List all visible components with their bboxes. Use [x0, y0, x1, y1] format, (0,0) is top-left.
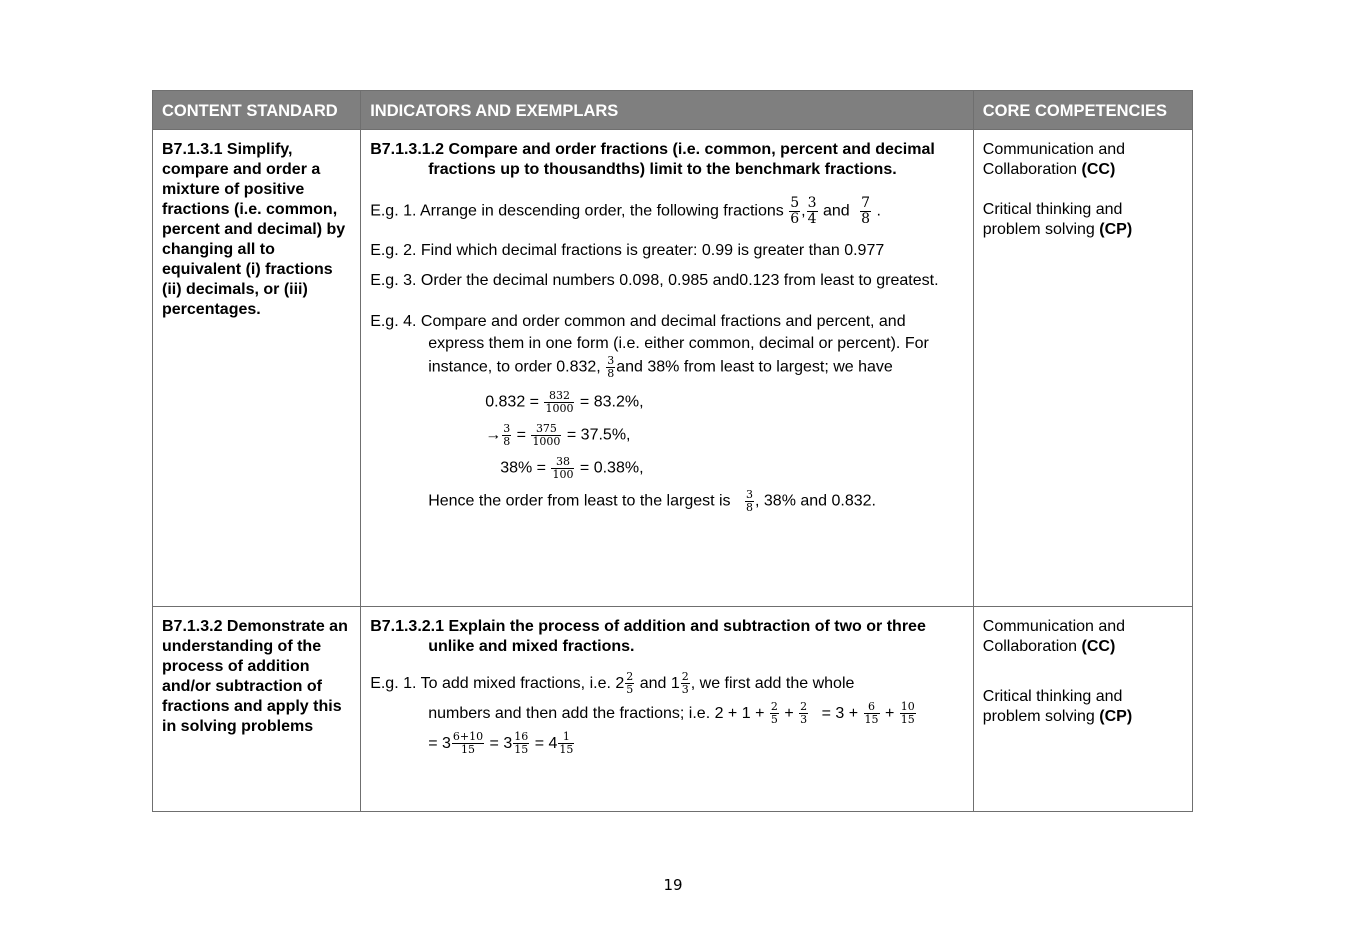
fraction: $\frac{2}{5}$: [770, 700, 778, 727]
fraction: $\frac{3}{4}$: [807, 195, 817, 227]
indicator-title: B7.1.3.2.1 Explain the process of addition and subtraction of two or three unlike and mixed fractions.: [370, 618, 926, 655]
competency-cp: Critical thinking and problem solving (CP): [982, 688, 1133, 725]
fraction: $\frac{2}{5}$: [626, 670, 634, 697]
header-content-standard: CONTENT STANDARD: [153, 91, 361, 130]
fraction: $\frac{16}{15}$: [514, 730, 529, 757]
calc-line-2: numbers and then add the fractions; i.e. 2 + 1 + $\frac{2}{5}$ + $\frac{2}{3}$ = 3 + $\frac{6}{15}$ + $\frac{10}{15}$: [428, 700, 915, 727]
fraction: $\frac{2}{3}$: [681, 670, 689, 697]
fraction: $\frac{3}{8}$: [746, 488, 754, 514]
hence-line: Hence the order from least to the largest is $\frac{3}{8}$ , 38% and 0.832.: [428, 488, 876, 514]
competency-cc: Communication and Collaboration (CC): [982, 141, 1126, 178]
example-2: E.g. 2. Find which decimal fractions is greater: 0.99 is greater than 0.977: [370, 242, 885, 259]
competency-cp: Critical thinking and problem solving (CP): [982, 201, 1133, 238]
table-row: [153, 130, 1193, 607]
content-standard-text: B7.1.3.1 Simplify, compare and order a mixture of positive fractions (i.e. common, percent and decimal) by changing all to equivalent (i) fractions (ii) decimals, or (iii) percentages.: [162, 141, 346, 318]
fraction: $\frac{832}{1000}$: [545, 389, 574, 415]
indicator-title: B7.1.3.1.2 Compare and order fractions (i.e. common, percent and decimal fractions up to thousandths) limit to the benchmark fractions.: [370, 141, 935, 178]
fraction: $\frac{5}{6}$: [790, 195, 800, 227]
table-header-row: [153, 91, 1193, 130]
fraction: $\frac{6}{15}$: [864, 700, 879, 727]
indicators-cell: [361, 607, 974, 812]
fraction: $\frac{7}{8}$: [861, 195, 871, 227]
competency-cc: Communication and Collaboration (CC): [982, 618, 1126, 655]
content-standard-text: B7.1.3.2 Demonstrate an understanding of the process of addition and/or subtraction of fractions and apply this in solving problems: [162, 618, 348, 735]
calc-line-3: = 3 $\frac{6+10}{15}$ = 3 $\frac{16}{15}$ = 4 $\frac{1}{15}$: [428, 730, 574, 757]
competencies-cell: [973, 607, 1192, 812]
calc-line-2: → $\frac{3}{8}$ = $\frac{375}{1000}$ = 37.5%,: [485, 422, 631, 448]
fraction: $\frac{375}{1000}$: [532, 422, 561, 448]
table-row: [153, 607, 1193, 812]
fraction: $\frac{3}{8}$: [503, 422, 511, 448]
fraction: $\frac{6+10}{15}$: [452, 730, 484, 757]
header-indicators: INDICATORS AND EXEMPLARS: [361, 91, 974, 130]
fraction: $\frac{10}{15}$: [900, 700, 915, 727]
fraction: $\frac{38}{100}$: [552, 455, 574, 481]
competencies-cell: [973, 130, 1192, 607]
arrow-icon: →: [485, 426, 502, 444]
fraction: $\frac{3}{8}$: [607, 354, 615, 380]
content-standard-cell: [153, 607, 361, 812]
calc-line-1: 0.832 = $\frac{832}{1000}$ = 83.2%,: [485, 389, 644, 415]
indicators-cell: [361, 130, 974, 607]
fraction: $\frac{2}{3}$: [800, 700, 808, 727]
example-1: E.g. 1. Arrange in descending order, the following fractions $\frac{5}{6}$ , $\frac{3}{4}$ and $\frac{7}{8}$ .: [370, 195, 881, 227]
curriculum-table: [152, 90, 1193, 812]
example-1: E.g. 1. To add mixed fractions, i.e. 2 $\frac{2}{5}$ and 1 $\frac{2}{3}$ , we first add the whole: [370, 670, 855, 697]
content-standard-cell: [153, 130, 361, 607]
header-competencies: CORE COMPETENCIES: [973, 91, 1192, 130]
page-number: 19: [663, 876, 683, 894]
example-4: E.g. 4. Compare and order common and decimal fractions and percent, and express them in one form (i.e. either common, decimal or percent). For instance, to order 0.832, $\frac{3}{8}$ and 38% from least to largest; we have: [370, 313, 929, 380]
calc-line-3: 38% = $\frac{38}{100}$ = 0.38%,: [500, 455, 644, 481]
example-3: E.g. 3. Order the decimal numbers 0.098, 0.985 and0.123 from least to greatest.: [370, 272, 939, 289]
fraction: $\frac{1}{15}$: [559, 730, 574, 757]
